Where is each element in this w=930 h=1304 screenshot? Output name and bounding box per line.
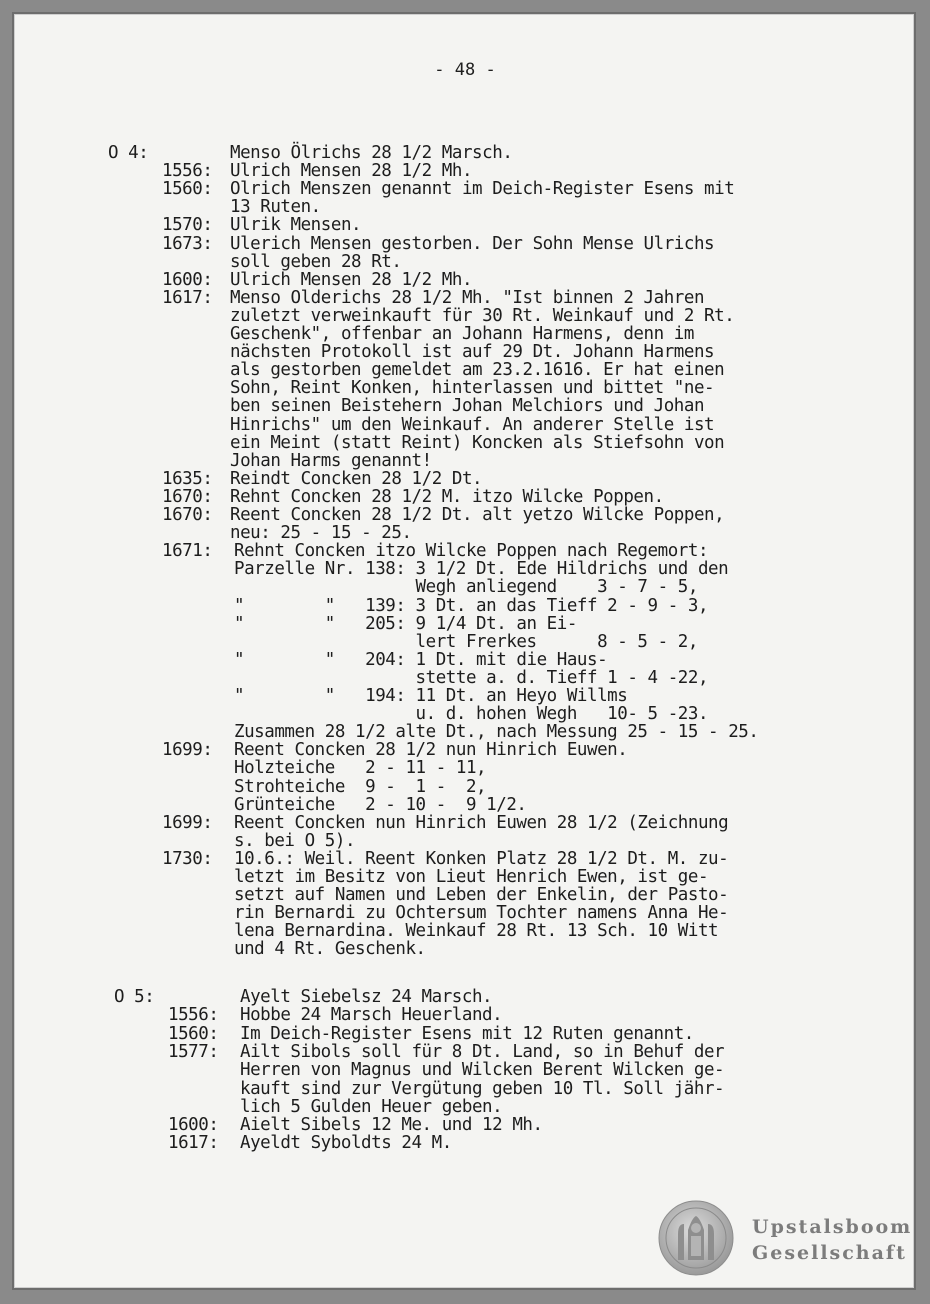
- text-line: Reindt Concken 28 1/2 Dt.: [230, 468, 483, 489]
- text-line: Parzelle Nr. 138: 3 1/2 Dt. Ede Hildrichs und den: [234, 559, 729, 580]
- text-line: Grünteiche 2 - 10 - 9 1/2.: [234, 794, 527, 815]
- logo-text-line2: Gesellschaft: [752, 1242, 907, 1264]
- text-line: Ulerich Mensen gestorben. Der Sohn Mense Ulrichs: [230, 233, 715, 254]
- text-line: Johan Harms genannt!: [230, 450, 432, 471]
- text-line: s. bei O 5).: [234, 830, 356, 851]
- text-line: Holzteiche 2 - 11 - 11,: [234, 758, 487, 779]
- entry-label: O 4:: [108, 143, 149, 163]
- year-label: 1556:: [162, 161, 213, 182]
- text-line: Ayelt Siebelsz 24 Marsch.: [240, 987, 493, 1007]
- year-label: 1670:: [162, 486, 213, 507]
- text-line: " " 194: 11 Dt. an Heyo Willms: [234, 686, 628, 706]
- text-line: " " 139: 3 Dt. an das Tieff 2 - 9 - 3,: [234, 595, 709, 616]
- text-line: Wegh anliegend 3 - 7 - 5,: [234, 577, 698, 598]
- year-label: 1570:: [162, 215, 213, 236]
- text-line: Aielt Sibels 12 Me. und 12 Mh.: [240, 1115, 543, 1136]
- text-line: ein Meint (statt Reint) Koncken als Stiefsohn von: [230, 432, 725, 453]
- text-line: rin Bernardi zu Ochtersum Tochter namens Anna He-: [234, 903, 729, 924]
- year-label: 1673:: [162, 233, 213, 254]
- text-line: Ulrich Mensen 28 1/2 Mh.: [230, 269, 473, 290]
- text-line: soll geben 28 Rt.: [230, 251, 402, 272]
- text-line: Hinrichs" um den Weinkauf. An anderer Stelle ist: [230, 414, 715, 435]
- text-line: 13 Ruten.: [230, 197, 321, 218]
- text-line: nächsten Protokoll ist auf 29 Dt. Johann Harmens: [230, 342, 715, 363]
- text-line: Reent Concken nun Hinrich Euwen 28 1/2 (Zeichnung: [234, 812, 729, 833]
- year-label: 1730:: [162, 848, 213, 869]
- text-line: Ulrich Mensen 28 1/2 Mh.: [230, 161, 473, 182]
- text-line: setzt auf Namen und Leben der Enkelin, der Pasto-: [234, 885, 729, 906]
- text-line: Rehnt Concken 28 1/2 M. itzo Wilcke Poppen.: [230, 486, 664, 507]
- text-line: ben seinen Beistehern Johan Melchiors und Johan: [230, 396, 705, 417]
- text-line: Menso Ölrichs 28 1/2 Marsch.: [230, 143, 513, 163]
- text-line: Menso Olderichs 28 1/2 Mh. "Ist binnen 2 Jahren: [230, 287, 705, 308]
- text-line: Herren von Magnus und Wilcken Berent Wilcken ge-: [240, 1060, 725, 1081]
- text-line: Ayeldt Syboldts 24 M.: [240, 1133, 452, 1154]
- year-label: 1671:: [162, 541, 213, 562]
- year-label: 1560:: [168, 1023, 219, 1044]
- year-label: 1617:: [162, 287, 213, 308]
- text-line: " " 204: 1 Dt. mit die Haus-: [234, 649, 608, 670]
- text-line: Ulrik Mensen.: [230, 215, 362, 236]
- entry-label: O 5:: [114, 987, 155, 1007]
- logo-text-line1: Upstalsboom: [752, 1216, 913, 1238]
- text-line: " " 205: 9 1/4 Dt. an Ei-: [234, 613, 577, 634]
- seal-icon: [658, 1200, 734, 1276]
- text-line: 10.6.: Weil. Reent Konken Platz 28 1/2 Dt. M. zu-: [234, 848, 729, 869]
- text-line: Ailt Sibols soll für 8 Dt. Land, so in Behuf der: [240, 1041, 725, 1062]
- text-line: Reent Concken 28 1/2 nun Hinrich Euwen.: [234, 740, 628, 761]
- text-line: Geschenk", offenbar an Johann Harmens, denn im: [230, 324, 694, 344]
- text-line: lich 5 Gulden Heuer geben.: [240, 1096, 503, 1117]
- text-line: stette a. d. Tieff 1 - 4 -22,: [234, 667, 709, 688]
- text-line: letzt im Besitz von Lieut Henrich Ewen, ist ge-: [234, 867, 709, 887]
- year-label: 1560:: [162, 179, 213, 200]
- year-label: 1577:: [168, 1041, 219, 1062]
- text-line: lert Frerkes 8 - 5 - 2,: [234, 631, 698, 652]
- page-number: - 48 -: [434, 60, 496, 80]
- text-line: Rehnt Concken itzo Wilcke Poppen nach Regemort:: [234, 541, 709, 562]
- text-line: u. d. hohen Wegh 10- 5 -23.: [234, 704, 709, 725]
- year-label: 1600:: [168, 1115, 219, 1136]
- year-label: 1635:: [162, 468, 213, 489]
- text-line: kauft sind zur Vergütung geben 10 Tl. Soll jähr-: [240, 1078, 725, 1099]
- year-label: 1600:: [162, 269, 213, 290]
- text-line: lena Bernardina. Weinkauf 28 Rt. 13 Sch. 10 Witt: [234, 921, 719, 942]
- text-line: als gestorben gemeldet am 23.2.1616. Er hat einen: [230, 360, 725, 381]
- year-label: 1556:: [168, 1005, 219, 1026]
- year-label: 1699:: [162, 740, 213, 761]
- text-line: Im Deich-Register Esens mit 12 Ruten genannt.: [240, 1023, 694, 1044]
- text-line: zuletzt verweinkauft für 30 Rt. Weinkauf und 2 Rt.: [230, 305, 735, 326]
- text-line: Olrich Menszen genannt im Deich-Register Esens mit: [230, 179, 735, 200]
- text-line: Hobbe 24 Marsch Heuerland.: [240, 1005, 503, 1026]
- text-line: und 4 Rt. Geschenk.: [234, 939, 426, 960]
- year-label: 1699:: [162, 812, 213, 833]
- year-label: 1670:: [162, 505, 213, 525]
- text-line: Reent Concken 28 1/2 Dt. alt yetzo Wilcke Poppen,: [230, 505, 725, 525]
- year-label: 1617:: [168, 1133, 219, 1154]
- text-line: Strohteiche 9 - 1 - 2,: [234, 776, 487, 797]
- text-line: Zusammen 28 1/2 alte Dt., nach Messung 25 - 15 - 25.: [234, 722, 759, 743]
- text-line: Sohn, Reint Konken, hinterlassen und bittet "ne-: [230, 378, 715, 399]
- text-line: neu: 25 - 15 - 25.: [230, 523, 412, 544]
